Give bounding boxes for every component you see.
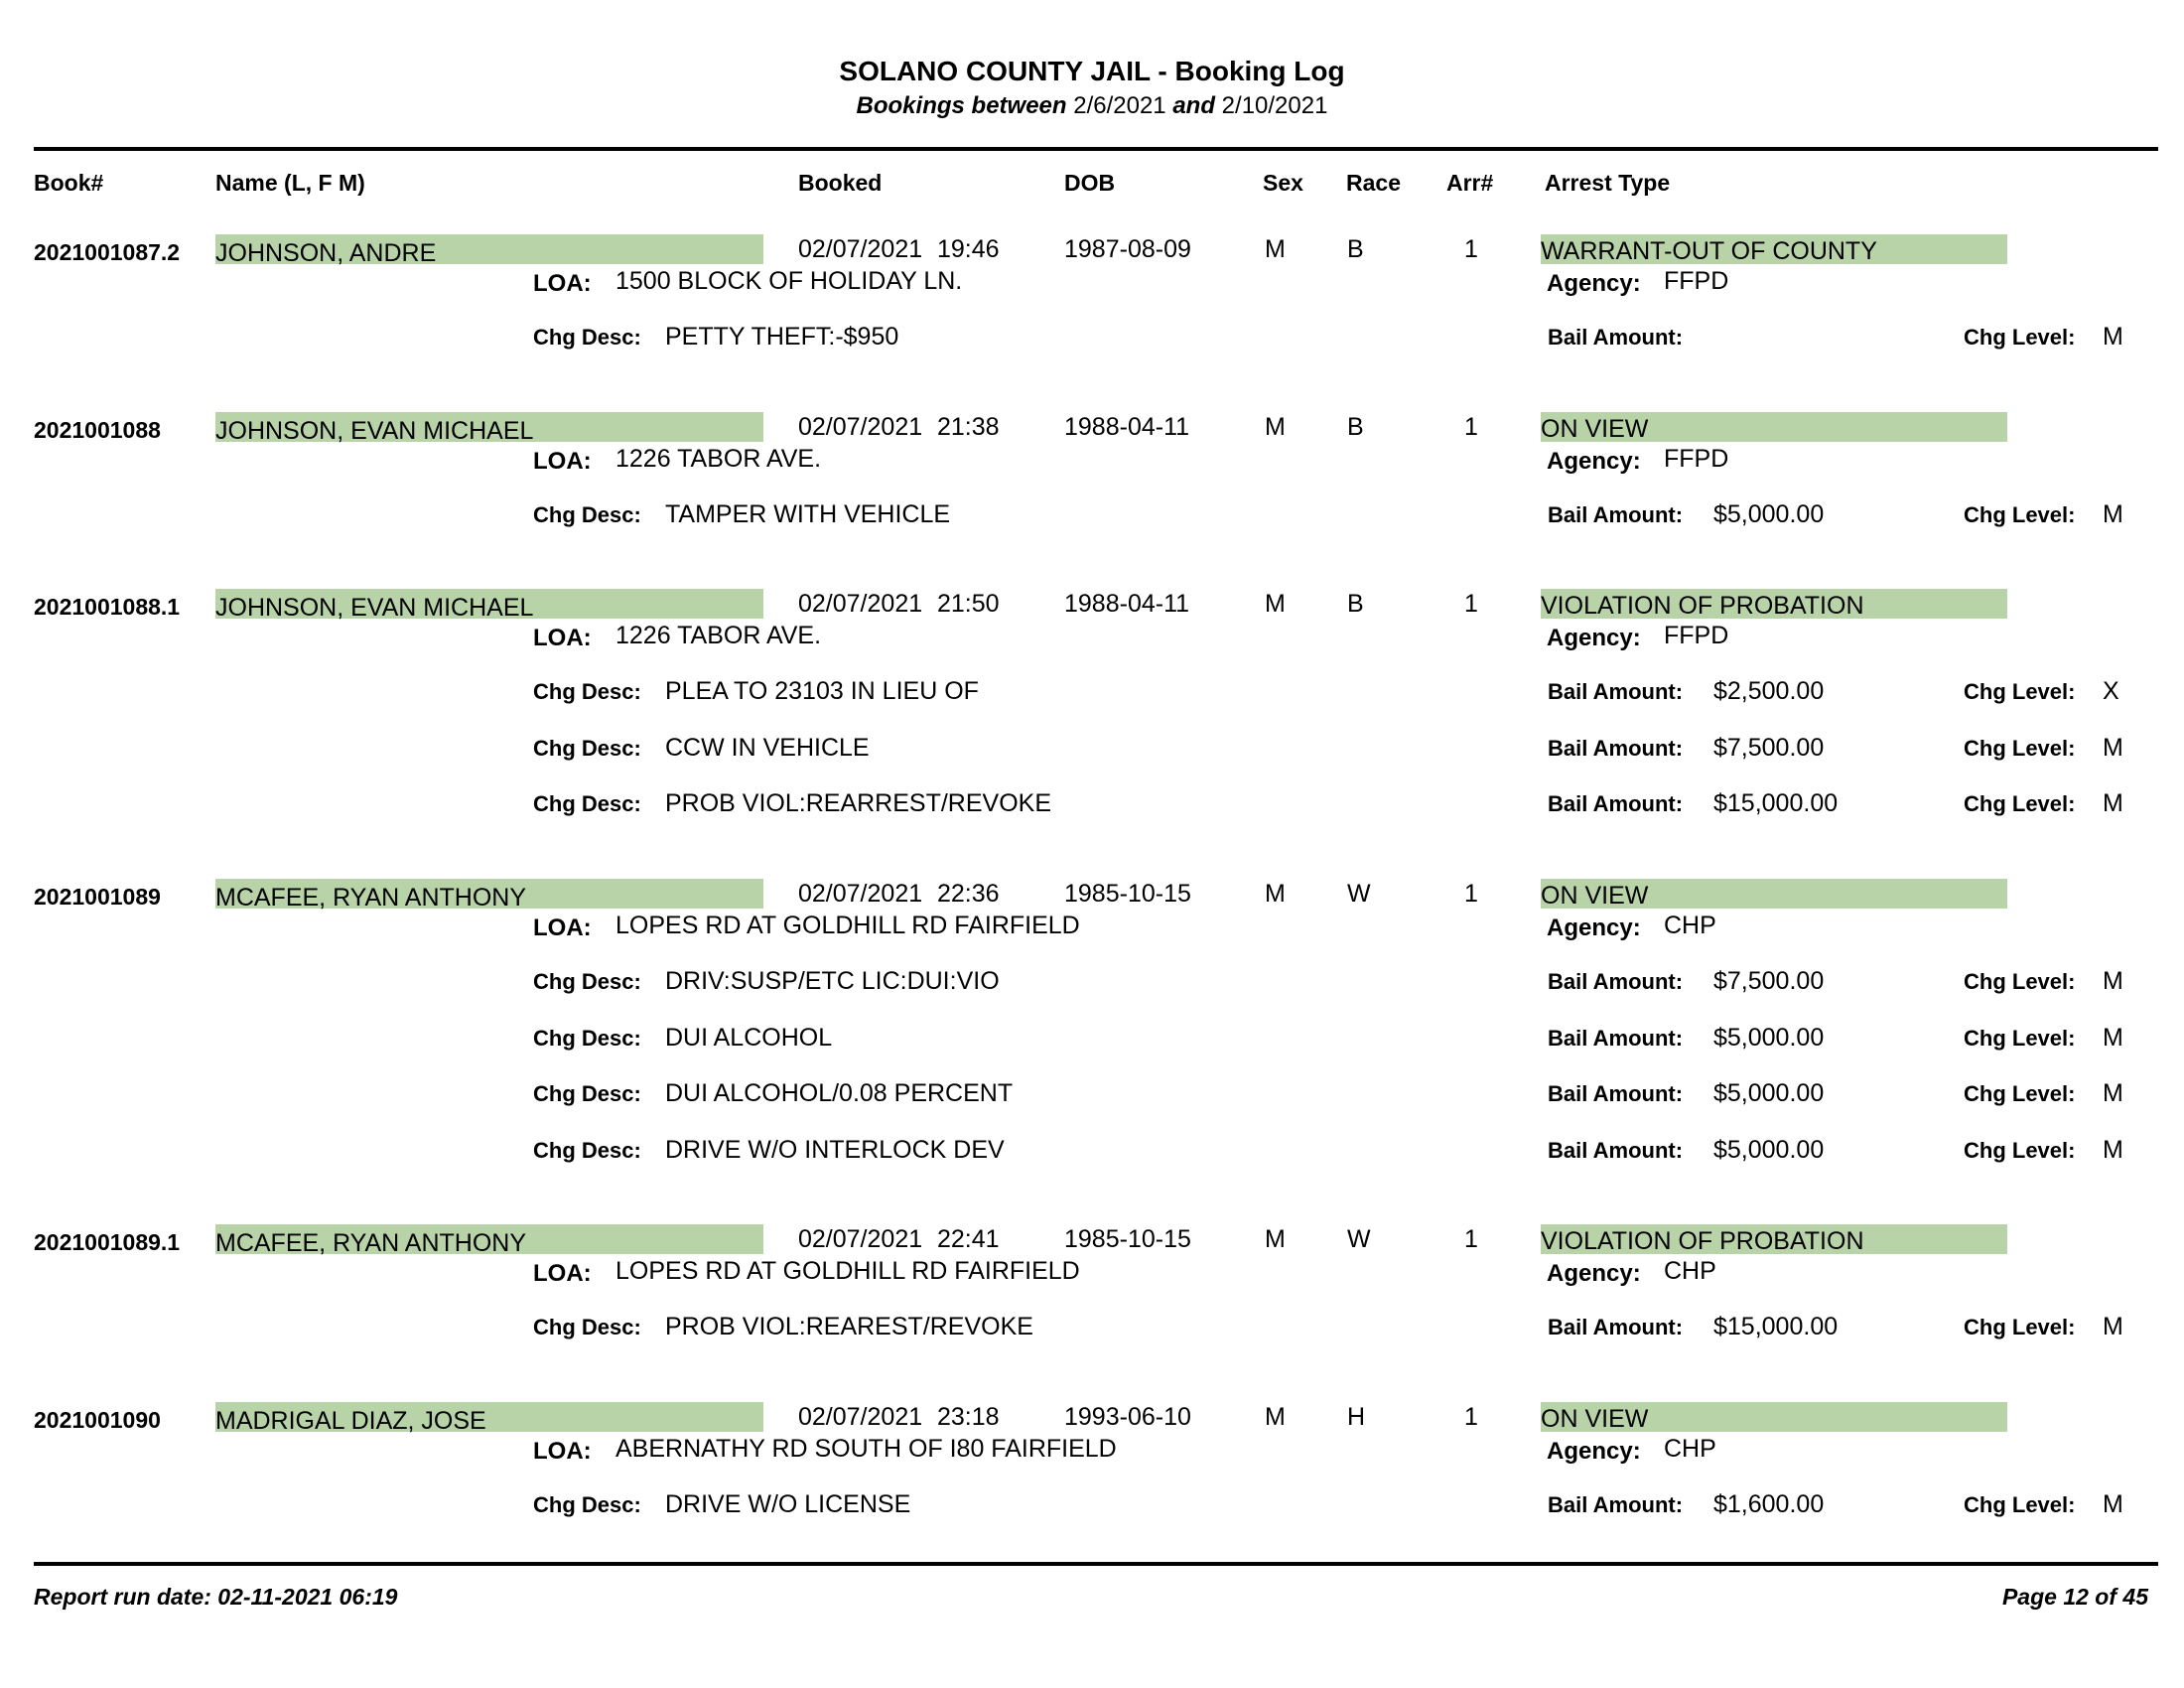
booked-time: 21:50	[937, 590, 1000, 619]
arrest-number: 1	[1464, 1403, 1478, 1431]
book-number: 2021001090	[34, 1407, 161, 1433]
booked-date: 02/07/2021	[798, 412, 923, 441]
race: B	[1347, 235, 1364, 263]
sex: M	[1265, 412, 1286, 441]
arrest-type: VIOLATION OF PROBATION	[1541, 1224, 2007, 1254]
bail-amount-value: $5,000.00	[1713, 499, 1825, 528]
bail-amount-value: $7,500.00	[1713, 733, 1825, 762]
book-number: 2021001089	[34, 884, 161, 910]
chg-level-value: X	[2103, 677, 2119, 706]
booked-date: 02/07/2021	[798, 590, 923, 619]
col-sex: Sex	[1263, 170, 1303, 196]
name-bar	[215, 1224, 763, 1258]
name-bar	[215, 879, 763, 912]
col-book: Book#	[34, 170, 104, 196]
arrest-type: ON VIEW	[1541, 1402, 2007, 1432]
book-number: 2021001088	[34, 416, 161, 443]
header-rule	[34, 147, 2158, 151]
name-bar	[215, 412, 763, 445]
race: B	[1347, 590, 1364, 619]
dob: 1988-04-11	[1064, 412, 1190, 441]
chg-level-value: M	[2103, 1135, 2123, 1164]
chg-desc-value: DRIVE W/O INTERLOCK DEV	[665, 1135, 1005, 1164]
col-dob: DOB	[1064, 170, 1116, 196]
bail-amount-label: Bail Amount:	[1548, 1025, 1684, 1051]
arrest-number: 1	[1464, 880, 1478, 908]
agency-label: Agency:	[1547, 1260, 1641, 1288]
agency-label: Agency:	[1547, 914, 1641, 941]
chg-desc-value: PLEA TO 23103 IN LIEU OF	[665, 677, 979, 706]
booked-time: 22:41	[937, 1225, 1000, 1254]
book-number: 2021001087.2	[34, 239, 181, 265]
arrest-number: 1	[1464, 1225, 1478, 1254]
chg-desc-value: DRIVE W/O LICENSE	[665, 1490, 911, 1518]
chg-level-value: M	[2103, 733, 2123, 762]
chg-level-label: Chg Level:	[1964, 969, 2076, 994]
bail-amount-label: Bail Amount:	[1548, 969, 1684, 994]
booked-time: 23:18	[937, 1403, 1000, 1431]
race: H	[1347, 1403, 1366, 1431]
chg-level-label: Chg Level:	[1964, 735, 2076, 761]
bail-amount-label: Bail Amount:	[1548, 501, 1684, 527]
col-race: Race	[1346, 170, 1401, 196]
dob: 1987-08-09	[1064, 235, 1191, 263]
bail-amount-label: Bail Amount:	[1548, 1315, 1684, 1340]
race: W	[1347, 1225, 1371, 1254]
chg-desc-label: Chg Desc:	[533, 791, 641, 817]
chg-desc-label: Chg Desc:	[533, 1315, 641, 1340]
chg-level-value: M	[2103, 499, 2123, 528]
chg-level-label: Chg Level:	[1964, 791, 2076, 817]
person-name: JOHNSON, EVAN MICHAEL	[215, 594, 534, 623]
sex: M	[1265, 1403, 1286, 1431]
chg-level-label: Chg Level:	[1964, 1137, 2076, 1163]
agency-value: CHP	[1664, 1257, 1716, 1286]
arrest-number: 1	[1464, 590, 1478, 619]
booked-time: 22:36	[937, 880, 1000, 908]
bail-amount-value: $5,000.00	[1713, 1135, 1825, 1164]
report-run-date: Report run date: 02-11-2021 06:19	[34, 1584, 398, 1610]
dob: 1993-06-10	[1064, 1403, 1191, 1431]
chg-desc-label: Chg Desc:	[533, 1492, 641, 1517]
col-booked: Booked	[798, 170, 883, 196]
agency-label: Agency:	[1547, 1438, 1641, 1465]
bail-amount-label: Bail Amount:	[1548, 1081, 1684, 1107]
arrest-type: WARRANT-OUT OF COUNTY	[1541, 234, 2007, 264]
loa-label: LOA:	[533, 447, 592, 475]
chg-desc-value: PETTY THEFT:-$950	[665, 323, 899, 351]
chg-level-value: M	[2103, 1490, 2123, 1518]
report-subtitle	[0, 91, 2184, 121]
person-name: MCAFEE, RYAN ANTHONY	[215, 1229, 527, 1258]
report-title: SOLANO COUNTY JAIL - Booking Log	[839, 56, 1345, 86]
chg-level-label: Chg Level:	[1964, 325, 2076, 350]
page-number: Page 12 of 45	[2001, 1584, 2148, 1610]
person-name: JOHNSON, ANDRE	[215, 239, 437, 267]
book-number: 2021001089.1	[34, 1229, 181, 1256]
name-bar	[215, 1402, 763, 1435]
bail-amount-label: Bail Amount:	[1548, 1492, 1684, 1517]
bail-amount-label: Bail Amount:	[1548, 791, 1684, 817]
col-arr: Arr#	[1446, 170, 1494, 196]
person-name: MCAFEE, RYAN ANTHONY	[215, 884, 527, 912]
agency-value: FFPD	[1664, 444, 1729, 473]
agency-value: CHP	[1664, 912, 1716, 939]
bail-amount-value: $15,000.00	[1713, 789, 1839, 818]
chg-level-value: M	[2103, 967, 2123, 995]
agency-label: Agency:	[1547, 270, 1641, 297]
chg-desc-label: Chg Desc:	[533, 1025, 641, 1051]
bail-amount-value: $5,000.00	[1713, 1023, 1825, 1052]
bail-amount-label: Bail Amount:	[1548, 679, 1684, 705]
agency-label: Agency:	[1547, 625, 1641, 652]
date-from: 2/6/2021	[1073, 92, 1166, 119]
chg-level-label: Chg Level:	[1964, 1315, 2076, 1340]
name-bar	[215, 589, 763, 623]
loa-label: LOA:	[533, 1260, 592, 1288]
subtitle-prefix: Bookings between	[856, 92, 1067, 119]
chg-desc-label: Chg Desc:	[533, 1137, 641, 1163]
dob: 1985-10-15	[1064, 1225, 1191, 1254]
booked-date: 02/07/2021	[798, 1225, 923, 1254]
booked-date: 02/07/2021	[798, 1403, 923, 1431]
chg-desc-value: CCW IN VEHICLE	[665, 733, 870, 762]
chg-desc-label: Chg Desc:	[533, 325, 641, 350]
booked-date: 02/07/2021	[798, 880, 923, 908]
arrest-type: VIOLATION OF PROBATION	[1541, 589, 2007, 619]
chg-desc-value: PROB VIOL:REARREST/REVOKE	[665, 789, 1051, 818]
loa-value: LOPES RD AT GOLDHILL RD FAIRFIELD	[615, 1257, 1080, 1286]
chg-desc-value: DRIV:SUSP/ETC LIC:DUI:VIO	[665, 967, 1000, 995]
chg-level-label: Chg Level:	[1964, 501, 2076, 527]
loa-value: 1500 BLOCK OF HOLIDAY LN.	[615, 267, 963, 295]
chg-level-value: M	[2103, 1023, 2123, 1052]
booked-time: 19:46	[937, 235, 1000, 263]
person-name: JOHNSON, EVAN MICHAEL	[215, 416, 534, 445]
arrest-number: 1	[1464, 235, 1478, 263]
chg-level-label: Chg Level:	[1964, 1492, 2076, 1517]
chg-level-value: M	[2103, 323, 2123, 351]
person-name: MADRIGAL DIAZ, JOSE	[215, 1407, 486, 1435]
loa-label: LOA:	[533, 625, 592, 652]
chg-desc-label: Chg Desc:	[533, 969, 641, 994]
sex: M	[1265, 880, 1286, 908]
chg-desc-label: Chg Desc:	[533, 501, 641, 527]
chg-desc-value: TAMPER WITH VEHICLE	[665, 499, 951, 528]
chg-level-label: Chg Level:	[1964, 1081, 2076, 1107]
chg-desc-value: PROB VIOL:REAREST/REVOKE	[665, 1313, 1033, 1341]
date-to: 2/10/2021	[1221, 92, 1328, 119]
col-name: Name (L, F M)	[215, 170, 365, 196]
agency-label: Agency:	[1547, 447, 1641, 475]
race: B	[1347, 412, 1364, 441]
loa-label: LOA:	[533, 914, 592, 941]
loa-value: ABERNATHY RD SOUTH OF I80 FAIRFIELD	[615, 1435, 1117, 1463]
agency-value: FFPD	[1664, 622, 1729, 650]
loa-label: LOA:	[533, 1438, 592, 1465]
booked-date: 02/07/2021	[798, 235, 923, 263]
chg-desc-label: Chg Desc:	[533, 735, 641, 761]
sex: M	[1265, 590, 1286, 619]
sex: M	[1265, 235, 1286, 263]
chg-level-value: M	[2103, 789, 2123, 818]
loa-value: LOPES RD AT GOLDHILL RD FAIRFIELD	[615, 912, 1080, 939]
bail-amount-label: Bail Amount:	[1548, 735, 1684, 761]
bail-amount-value: $1,600.00	[1713, 1490, 1825, 1518]
chg-desc-value: DUI ALCOHOL/0.08 PERCENT	[665, 1079, 1014, 1108]
loa-label: LOA:	[533, 270, 592, 297]
book-number: 2021001088.1	[34, 594, 181, 621]
bail-amount-value: $5,000.00	[1713, 1079, 1825, 1108]
arrest-number: 1	[1464, 412, 1478, 441]
bail-amount-label: Bail Amount:	[1548, 325, 1684, 350]
agency-value: FFPD	[1664, 267, 1729, 295]
race: W	[1347, 880, 1371, 908]
chg-level-value: M	[2103, 1313, 2123, 1341]
arrest-type: ON VIEW	[1541, 412, 2007, 442]
dob: 1985-10-15	[1064, 880, 1191, 908]
agency-value: CHP	[1664, 1435, 1716, 1463]
chg-level-label: Chg Level:	[1964, 679, 2076, 705]
arrest-type: ON VIEW	[1541, 879, 2007, 909]
bail-amount-value: $2,500.00	[1713, 677, 1825, 706]
loa-value: 1226 TABOR AVE.	[615, 622, 822, 650]
chg-desc-value: DUI ALCOHOL	[665, 1023, 833, 1052]
footer-rule	[34, 1562, 2158, 1566]
dob: 1988-04-11	[1064, 590, 1190, 619]
sex: M	[1265, 1225, 1286, 1254]
chg-level-label: Chg Level:	[1964, 1025, 2076, 1051]
booked-time: 21:38	[937, 412, 1000, 441]
bail-amount-label: Bail Amount:	[1548, 1137, 1684, 1163]
loa-value: 1226 TABOR AVE.	[615, 444, 822, 473]
name-bar	[215, 234, 763, 267]
bail-amount-value: $15,000.00	[1713, 1313, 1839, 1341]
chg-desc-label: Chg Desc:	[533, 679, 641, 705]
chg-desc-label: Chg Desc:	[533, 1081, 641, 1107]
chg-level-value: M	[2103, 1079, 2123, 1108]
subtitle-and: and	[1172, 92, 1215, 119]
col-arrest-type: Arrest Type	[1545, 170, 1671, 196]
bail-amount-value: $7,500.00	[1713, 967, 1825, 995]
